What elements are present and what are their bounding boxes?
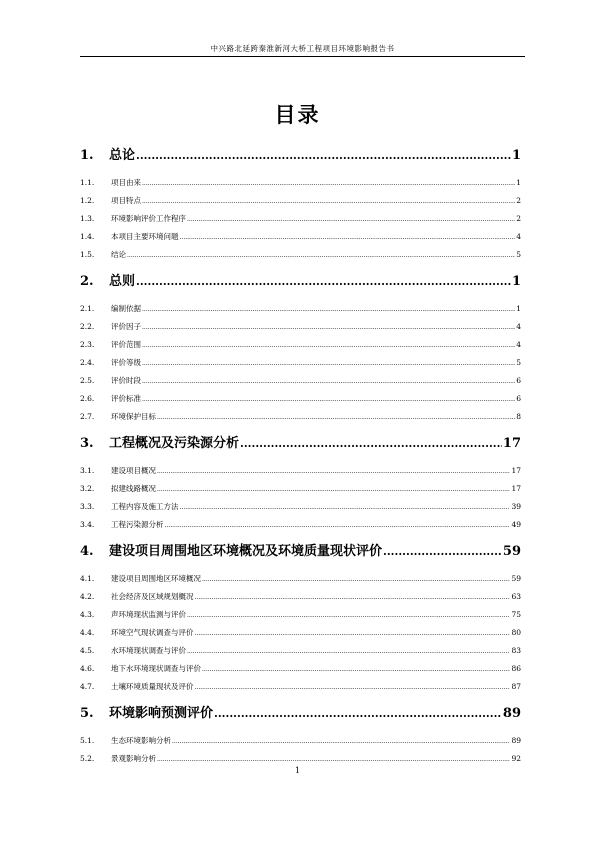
toc-section-page: 4 [516, 232, 521, 241]
dot-leader [195, 589, 511, 607]
toc-section-page: 5 [516, 358, 521, 367]
toc-section-label: 评价等级 [111, 358, 141, 367]
toc-chapter-number: 1. [80, 148, 94, 163]
toc-chapter-label: 建设项目周围地区环境概况及环境质量现状评价 [109, 544, 383, 559]
toc-section-page: 1 [516, 178, 521, 187]
dot-leader [180, 229, 516, 247]
toc-section-number: 3.4. [80, 520, 95, 529]
toc-section[interactable] [80, 210, 521, 228]
dot-leader [142, 301, 515, 319]
toc-section-label: 建设项目概况 [111, 466, 156, 475]
toc-section-label: 评价时段 [111, 376, 141, 385]
toc-section[interactable] [80, 624, 521, 642]
toc-section-page: 87 [511, 682, 521, 691]
dot-leader [180, 499, 511, 517]
running-header: 中兴路北延跨秦淮新河大桥工程项目环境影响报告书 [210, 44, 395, 53]
toc-section-number: 1.5. [80, 250, 95, 259]
toc-chapter-page: 59 [502, 544, 521, 559]
toc-section-number: 4.5. [80, 646, 95, 655]
page-number: 1 [294, 766, 301, 775]
toc-section[interactable] [80, 174, 521, 192]
dot-leader [142, 355, 515, 373]
toc-section[interactable] [80, 678, 521, 696]
dot-leader [157, 481, 510, 499]
dot-leader [127, 247, 515, 265]
toc-section[interactable] [80, 642, 521, 660]
dot-leader [142, 175, 515, 193]
toc-section-page: 17 [511, 466, 521, 475]
toc-section-page: 89 [511, 736, 521, 745]
dot-leader [136, 268, 511, 296]
toc-section-label: 结论 [111, 250, 126, 259]
toc-section[interactable] [80, 516, 521, 534]
toc-section-number: 1.4. [80, 232, 95, 241]
toc-section-page: 63 [511, 592, 521, 601]
toc-chapter-page: 17 [502, 436, 521, 451]
toc-section-number: 3.2. [80, 484, 95, 493]
toc-section-number: 2.1. [80, 304, 95, 313]
toc-section-page: 49 [511, 520, 521, 529]
toc-section-label: 评价范围 [111, 340, 141, 349]
toc-section-page: 4 [516, 340, 521, 349]
toc-chapter-label: 总论 [109, 148, 136, 163]
table-of-contents [80, 142, 521, 772]
dot-leader [202, 661, 510, 679]
toc-section-page: 2 [516, 214, 521, 223]
dot-leader [142, 193, 515, 211]
toc-chapter[interactable] [80, 700, 521, 728]
toc-section-label: 编制依据 [111, 304, 141, 313]
toc-chapter-label: 环境影响预测评价 [109, 706, 214, 721]
toc-section-label: 拟建线路概况 [111, 484, 156, 493]
toc-chapter-page: 1 [511, 274, 521, 289]
dot-leader [202, 571, 510, 589]
dot-leader [172, 733, 510, 751]
toc-section-page: 1 [516, 304, 521, 313]
toc-section-page: 83 [511, 646, 521, 655]
toc-section-number: 5.1. [80, 736, 95, 745]
dot-leader [142, 391, 515, 409]
dot-leader [187, 211, 515, 229]
dot-leader [195, 679, 511, 697]
toc-section-number: 4.6. [80, 664, 95, 673]
toc-section[interactable] [80, 588, 521, 606]
toc-chapter[interactable] [80, 142, 521, 170]
toc-section-page: 6 [516, 376, 521, 385]
toc-chapter-page: 1 [511, 148, 521, 163]
dot-leader [214, 700, 502, 728]
toc-section-label: 环境保护目标 [111, 412, 156, 421]
toc-section[interactable] [80, 390, 521, 408]
toc-section-page: 39 [511, 502, 521, 511]
toc-chapter-number: 3. [80, 436, 94, 451]
toc-section-label: 工程内容及施工方法 [111, 502, 179, 511]
toc-section-page: 59 [511, 574, 521, 583]
toc-chapter-page: 89 [502, 706, 521, 721]
dot-leader [157, 409, 515, 427]
toc-section[interactable] [80, 372, 521, 390]
toc-section[interactable] [80, 498, 521, 516]
toc-section-page: 8 [516, 412, 521, 421]
dot-leader [187, 643, 510, 661]
toc-chapter-number: 4. [80, 544, 94, 559]
toc-section[interactable] [80, 192, 521, 210]
toc-section-label: 评价标准 [111, 394, 141, 403]
dot-leader [240, 430, 502, 458]
dot-leader [142, 319, 515, 337]
toc-section[interactable] [80, 246, 521, 264]
toc-section-number: 1.2. [80, 196, 95, 205]
toc-section[interactable] [80, 318, 521, 336]
toc-chapter[interactable] [80, 538, 521, 566]
toc-section[interactable] [80, 354, 521, 372]
toc-section-number: 1.1. [80, 178, 95, 187]
toc-section-label: 评价因子 [111, 322, 141, 331]
dot-leader [136, 142, 511, 170]
toc-section-number: 4.3. [80, 610, 95, 619]
toc-chapter-number: 5. [80, 706, 94, 721]
toc-section-page: 2 [516, 196, 521, 205]
toc-section-label: 地下水环境现状调查与评价 [111, 664, 201, 673]
toc-section-page: 80 [511, 628, 521, 637]
toc-section[interactable] [80, 408, 521, 426]
toc-section-number: 2.6. [80, 394, 95, 403]
dot-leader [157, 463, 510, 481]
toc-section-number: 4.1. [80, 574, 95, 583]
toc-section[interactable] [80, 300, 521, 318]
toc-section-page: 86 [511, 664, 521, 673]
toc-section-page: 75 [511, 610, 521, 619]
toc-section-number: 4.4. [80, 628, 95, 637]
toc-section-number: 2.5. [80, 376, 95, 385]
dot-leader [165, 517, 511, 535]
toc-section-label: 项目特点 [111, 196, 141, 205]
toc-section-number: 4.7. [80, 682, 95, 691]
toc-section-page: 92 [511, 754, 521, 763]
toc-section-number: 4.2. [80, 592, 95, 601]
toc-section[interactable] [80, 228, 521, 246]
toc-chapter-number: 2. [80, 274, 94, 289]
dot-leader [195, 625, 511, 643]
toc-section[interactable] [80, 336, 521, 354]
dot-leader [383, 538, 502, 566]
toc-section-number: 2.4. [80, 358, 95, 367]
toc-section-label: 环境空气现状调查与评价 [111, 628, 194, 637]
toc-section-label: 生态环境影响分析 [111, 736, 171, 745]
toc-chapter[interactable] [80, 430, 521, 458]
toc-section[interactable] [80, 660, 521, 678]
toc-section-label: 声环境现状监测与评价 [111, 610, 186, 619]
header-rule [80, 56, 525, 57]
toc-section-label: 环境影响评价工作程序 [111, 214, 186, 223]
toc-section-label: 土壤环境质量现状及评价 [111, 682, 194, 691]
toc-section-label: 建设项目周围地区环境概况 [111, 574, 201, 583]
dot-leader [187, 607, 510, 625]
toc-title: 目录 [274, 102, 321, 127]
toc-chapter-label: 总则 [109, 274, 136, 289]
toc-section-label: 项目由来 [111, 178, 141, 187]
toc-chapter-label: 工程概况及污染源分析 [109, 436, 240, 451]
toc-chapter[interactable] [80, 268, 521, 296]
toc-section-number: 2.2. [80, 322, 95, 331]
toc-section[interactable] [80, 606, 521, 624]
toc-section[interactable] [80, 570, 521, 588]
toc-section-number: 3.1. [80, 466, 95, 475]
toc-section-label: 本项目主要环境问题 [111, 232, 179, 241]
toc-section-number: 2.7. [80, 412, 95, 421]
toc-section-label: 景观影响分析 [111, 754, 156, 763]
toc-section[interactable] [80, 462, 521, 480]
toc-section-page: 4 [516, 322, 521, 331]
toc-section-number: 2.3. [80, 340, 95, 349]
toc-section-label: 社会经济及区域规划概况 [111, 592, 194, 601]
toc-section-number: 3.3. [80, 502, 95, 511]
toc-section-page: 6 [516, 394, 521, 403]
toc-section[interactable] [80, 480, 521, 498]
dot-leader [142, 373, 515, 391]
toc-section-label: 水环境现状调查与评价 [111, 646, 186, 655]
toc-section-page: 5 [516, 250, 521, 259]
toc-section-page: 17 [511, 484, 521, 493]
dot-leader [142, 337, 515, 355]
toc-section-number: 1.3. [80, 214, 95, 223]
toc-section[interactable] [80, 732, 521, 750]
toc-section-number: 5.2. [80, 754, 95, 763]
toc-section-label: 工程污染源分析 [111, 520, 164, 529]
